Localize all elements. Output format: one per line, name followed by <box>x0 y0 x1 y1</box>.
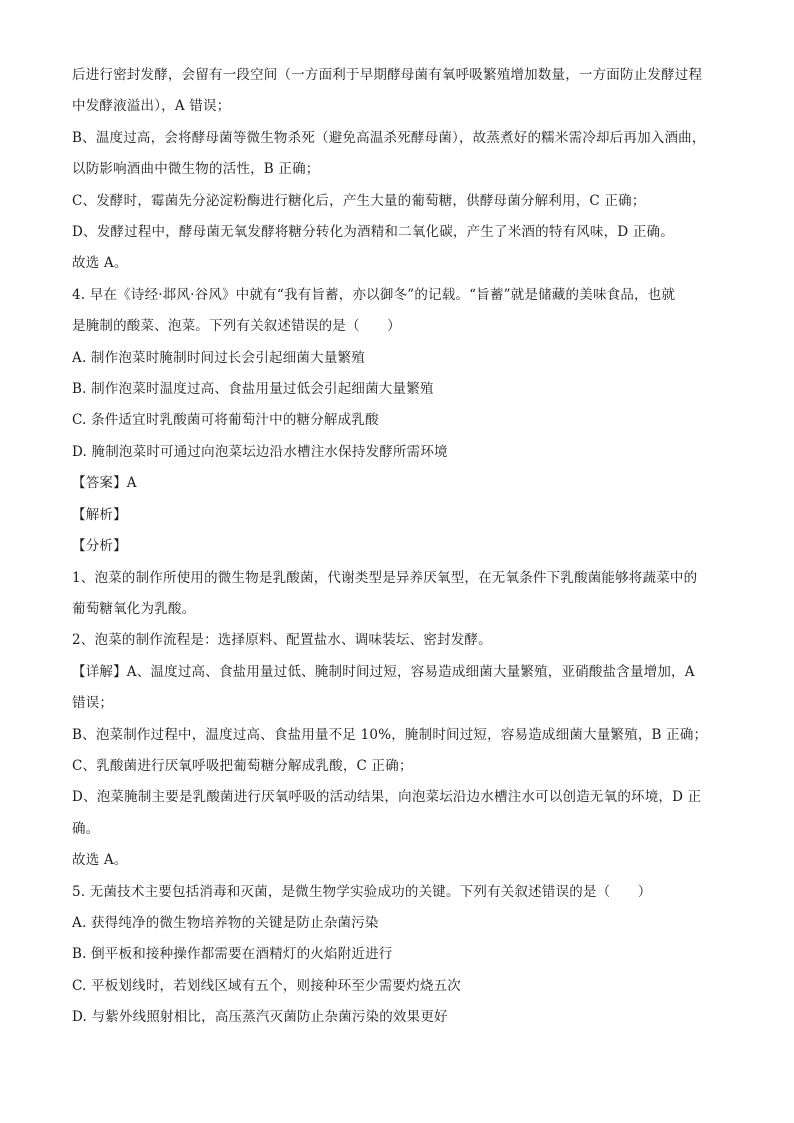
option-b: B. 制作泡菜时温度过高、食盐用量过低会引起细菌大量繁殖 <box>72 381 434 398</box>
text-line: D、泡菜腌制主要是乳酸菌进行厌氧呼吸的活动结果，向泡菜坛沿边水槽注水可以创造无氧的环境，D 正 <box>72 789 702 806</box>
text-line: B、温度过高，会将酵母菌等微生物杀死（避免高温杀死酵母菌），故蒸煮好的糯米需冷却后再加入酒曲， <box>72 129 706 146</box>
text-line: B、泡菜制作过程中，温度过高、食盐用量不足 10%，腌制时间过短，容易造成细菌大量繁殖，B 正确； <box>72 726 708 743</box>
text-line: 确。 <box>72 820 100 837</box>
question-5-stem: 5. 无菌技术主要包括消毒和灭菌，是微生物学实验成功的关键。下列有关叙述错误的是（ ） <box>72 883 652 900</box>
answer-label: 【答案】A <box>72 475 137 492</box>
option-c: C. 条件适宜时乳酸菌可将葡萄汁中的糖分解成乳酸 <box>72 412 379 429</box>
text-line: 故选 A。 <box>72 255 128 272</box>
text-line: 中发酵液溢出），A 错误； <box>72 98 231 115</box>
text-line: 2、泡菜的制作流程是：选择原料、配置盐水、调味装坛、密封发酵。 <box>72 632 492 649</box>
question-4-stem: 4. 早在《诗经·邶风·谷风》中就有“我有旨蓄，亦以御冬”的记载。“旨蓄”就是储藏的美味食品，也就 <box>72 286 676 303</box>
detail-line: 【详解】A、温度过高、食盐用量过低、腌制时间过短，容易造成细菌大量繁殖，亚硝酸盐含量增加，A <box>72 663 695 680</box>
text-line: 葡萄糖氧化为乳酸。 <box>72 600 196 617</box>
text-line: 错误； <box>72 695 114 712</box>
text-line: 后进行密封发酵，会留有一段空间（一方面利于早期酵母菌有氧呼吸繁殖增加数量，一方面防止发酵过程 <box>72 67 703 83</box>
text-line: C、乳酸菌进行厌氧呼吸把葡萄糖分解成乳酸，C 正确； <box>72 757 413 774</box>
text-line: 以防影响酒曲中微生物的活性，B 正确； <box>72 161 320 178</box>
analysis-subheading: 【分析】 <box>72 538 127 555</box>
option-d: D. 腌制泡菜时可通过向泡菜坛边沿水槽注水保持发酵所需环境 <box>72 443 448 460</box>
text-line: 1、泡菜的制作所使用的微生物是乳酸菌，代谢类型是异养厌氧型，在无氧条件下乳酸菌能够将蔬菜中的 <box>72 569 698 586</box>
option-a: A. 制作泡菜时腌制时间过长会引起细菌大量繁殖 <box>72 349 365 366</box>
text-line: 故选 A。 <box>72 852 128 869</box>
text-line: C、发酵时，霉菌先分泌淀粉酶进行糖化后，产生大量的葡萄糖，供酵母菌分解利用，C 正确； <box>72 192 646 209</box>
option-d: D. 与紫外线照射相比，高压蒸汽灭菌防止杂菌污染的效果更好 <box>72 1009 448 1026</box>
analysis-heading: 【解析】 <box>72 506 127 523</box>
question-4-stem: 是腌制的酸菜、泡菜。下列有关叙述错误的是（ ） <box>72 318 401 335</box>
option-a: A. 获得纯净的微生物培养物的关键是防止杂菌污染 <box>72 914 379 931</box>
text-line: D、发酵过程中，酵母菌无氧发酵将糖分转化为酒精和二氧化碳，产生了米酒的特有风味，D 正确。 <box>72 224 674 241</box>
option-b: B. 倒平板和接种操作都需要在酒精灯的火焰附近进行 <box>72 946 393 963</box>
option-c: C. 平板划线时，若划线区域有五个，则接种环至少需要灼烧五次 <box>72 977 461 994</box>
